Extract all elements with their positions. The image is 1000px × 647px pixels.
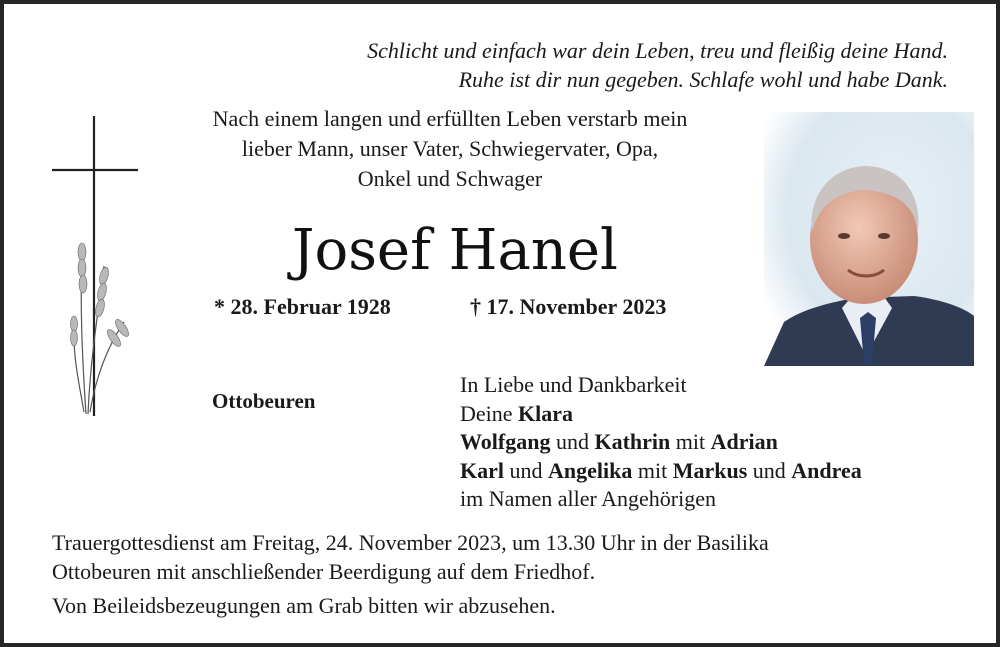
- poem: [367, 36, 948, 94]
- mourners-line-1: In Liebe und Dankbarkeit: [460, 372, 687, 397]
- service-line-2: Ottobeuren mit anschließender Beerdigung auf dem Friedhof.: [52, 559, 596, 584]
- intro-line-2: lieber Mann, unser Vater, Schwiegervater, Opa,: [241, 136, 659, 161]
- connector: und: [747, 457, 792, 483]
- connector: mit: [632, 457, 673, 483]
- intro-line-3: Onkel und Schwager: [357, 166, 543, 191]
- service-line-1: Trauergottesdienst am Freitag, 24. November 2023, um 13.30 Uhr in der Basilika: [52, 530, 769, 555]
- portrait-photo: [764, 112, 974, 366]
- mourner-name: Angelika: [548, 457, 633, 483]
- mourner-name: Klara: [518, 400, 574, 426]
- deceased-name: Josef Hanel: [292, 218, 618, 283]
- mourners-line-5: im Namen aller Angehörigen: [460, 486, 716, 511]
- cross-with-wheat-icon: [52, 116, 142, 416]
- mourner-name: Markus: [672, 457, 748, 483]
- mourners-prefix: Deine: [460, 400, 519, 426]
- mourners-line-2: [460, 400, 862, 429]
- intro-line-1: Nach einem langen und erfüllten Leben verstarb mein: [212, 106, 688, 131]
- connector: und: [550, 429, 595, 454]
- place-of-residence: Ottobeuren: [212, 389, 316, 413]
- mourner-name: Karl: [460, 457, 504, 483]
- mourners-line-4: [460, 457, 862, 486]
- death-date: † 17. November 2023: [470, 294, 667, 319]
- birth-date: * 28. Februar 1928: [214, 294, 391, 319]
- connector: mit: [670, 429, 711, 454]
- mourner-name: Kathrin: [594, 429, 671, 454]
- poem-line-1: Schlicht und einfach war dein Leben, treu und fleißig deine Hand.: [367, 38, 948, 63]
- mourner-name: Adrian: [710, 429, 778, 454]
- poem-line-2: Ruhe ist dir nun gegeben. Schlafe wohl und habe Dank.: [458, 67, 948, 92]
- intro-text: [150, 104, 750, 194]
- condolence-note: Von Beileidsbezeugungen am Grab bitten wir abzusehen.: [52, 593, 556, 618]
- mourner-name: Andrea: [791, 457, 862, 483]
- service-info: [52, 528, 952, 586]
- mourner-name: Wolfgang: [460, 429, 551, 454]
- connector: und: [504, 457, 548, 483]
- mourners-block: [460, 371, 862, 514]
- mourners-line-3: [460, 428, 862, 457]
